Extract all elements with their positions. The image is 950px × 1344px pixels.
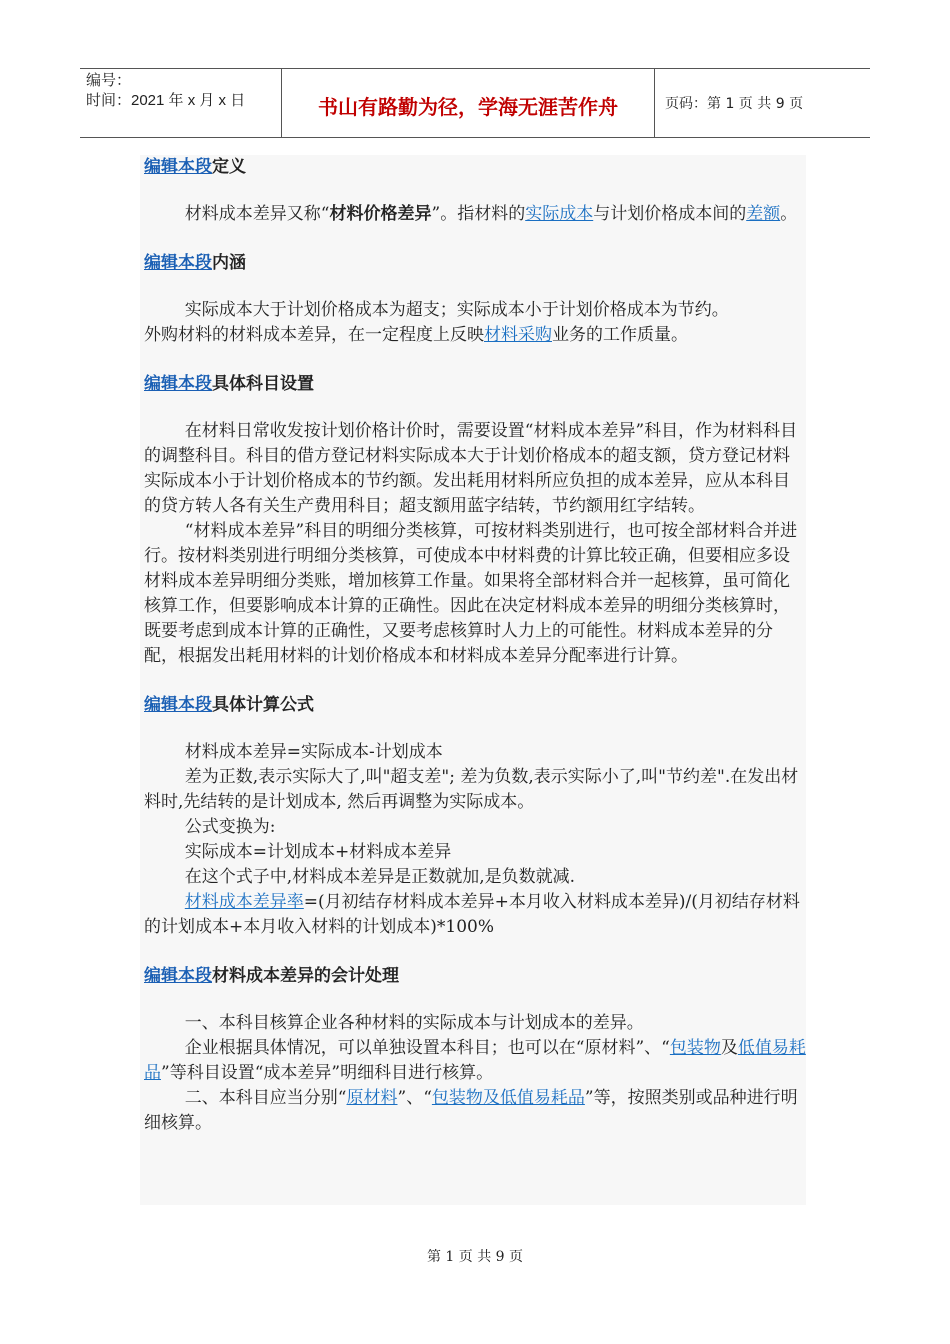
formula-line-5: 在这个式子中,材料成本差异是正数就加,是负数就减. [184,867,576,887]
formula-line-2: 差为正数,表示实际大了,叫"超支差"; 差为负数,表示实际小了,叫"节约差".在发出材料时,先结转的是计划成本, 然后再调整为实际成本。 [144,767,799,812]
accounting-line-2: 企业根据具体情况，可以单独设置本科目；也可以在“原材料”、“包装物及低值易耗品”等科目设置“成本差异”明细科目进行核算。 [144,1038,806,1083]
article-body [140,155,806,1205]
section-heading-connotation: 编辑本段内涵 [144,253,246,273]
connotation-paragraph: 实际成本大于计划价格成本为超支；实际成本小于计划价格成本为节约。 [184,300,729,320]
header-table [80,68,870,138]
formula-line-4: 实际成本=计划成本+材料成本差异 [184,842,452,862]
link-difference[interactable]: 差额 [746,204,781,224]
formula-line-3: 公式变换为: [184,817,276,837]
link-variance-rate[interactable]: 材料成本差异率 [184,892,304,912]
time-label: 时间：2021 年 x 月 x 日 [86,92,246,109]
edit-section-link[interactable]: 编辑本段 [144,374,212,394]
link-material-purchase[interactable]: 材料采购 [484,325,552,345]
edit-section-link[interactable]: 编辑本段 [144,695,212,715]
link-packaging[interactable]: 包装物 [669,1038,721,1058]
link-raw-materials[interactable]: 原材料 [346,1088,398,1108]
edit-section-link[interactable]: 编辑本段 [144,253,212,273]
section-heading-formula: 编辑本段具体计算公式 [144,695,314,715]
section-heading-definition: 编辑本段定义 [144,157,246,177]
formula-line-1: 材料成本差异=实际成本-计划成本 [184,742,443,762]
header-meta [80,69,282,137]
section-heading-account-setup: 编辑本段具体科目设置 [144,374,314,394]
accounting-line-3: 二、本科目应当分别“原材料”、“包装物及低值易耗品”等，按照类别或品种进行明细核算。 [144,1088,798,1133]
account-setup-paragraph-2: “材料成本差异”科目的明细分类核算，可按材料类别进行，也可按全部材料合并进行。按材料类别进行明细分类核算，可使成本中材料费的计算比较正确，但要相应多设材料成本差异明细分类账，增加核算工作量。如果将全部材料合并一起核算，虽可简化核算工作，但要影响成本计算的正确性。因此在决定材料成本差异的明细分类核算时，既要考虑到成本计算的正确性，又要考虑核算时人力上的可能性。材料成本差异的分配，根据发出耗用材料的计划价格成本和材料成本差异分配率进行计算。 [144,521,798,666]
accounting-line-1: 一、本科目核算企业各种材料的实际成本与计划成本的差异。 [184,1013,644,1033]
page-footer: 第 1 页 共 9 页 [426,1249,524,1265]
header-page-info: 页码：第 1 页 共 9 页 [665,96,804,112]
number-label: 编号： [86,72,132,89]
link-actual-cost[interactable]: 实际成本 [525,204,594,224]
link-packaging-and-consumables[interactable]: 包装物及低值易耗品 [431,1088,585,1108]
formula-line-6: 材料成本差异率=(月初结存材料成本差异+本月收入材料成本差异)/(月初结存材料的计划成本+本月收入材料的计划成本)*100% [144,892,800,937]
account-setup-paragraph-1: 在材料日常收发按计划价格计价时，需要设置“材料成本差异”科目，作为材料科目的调整科目。科目的借方登记材料实际成本大于计划价格成本的超支额，贷方登记材料实际成本小于计划价格成本的节约额。发出耗用材料所应负担的成本差异，应从本科目的贷方转人各有关生产费用科目；超支额用蓝字结转，节约额用红字结转。 [144,421,798,516]
definition-paragraph: 材料成本差异又称“材料价格差异”。指材料的实际成本与计划价格成本间的差额。 [184,204,798,224]
connotation-paragraph-2: 外购材料的材料成本差异，在一定程度上反映材料采购业务的工作质量。 [144,325,688,345]
edit-section-link[interactable]: 编辑本段 [144,157,212,177]
section-heading-accounting: 编辑本段材料成本差异的会计处理 [144,966,399,986]
header-motto: 书山有路勤为径，学海无涯苦作舟 [282,69,655,137]
edit-section-link[interactable]: 编辑本段 [144,966,212,986]
link-low-value-consumables[interactable]: 低值易耗品 [144,1038,806,1083]
